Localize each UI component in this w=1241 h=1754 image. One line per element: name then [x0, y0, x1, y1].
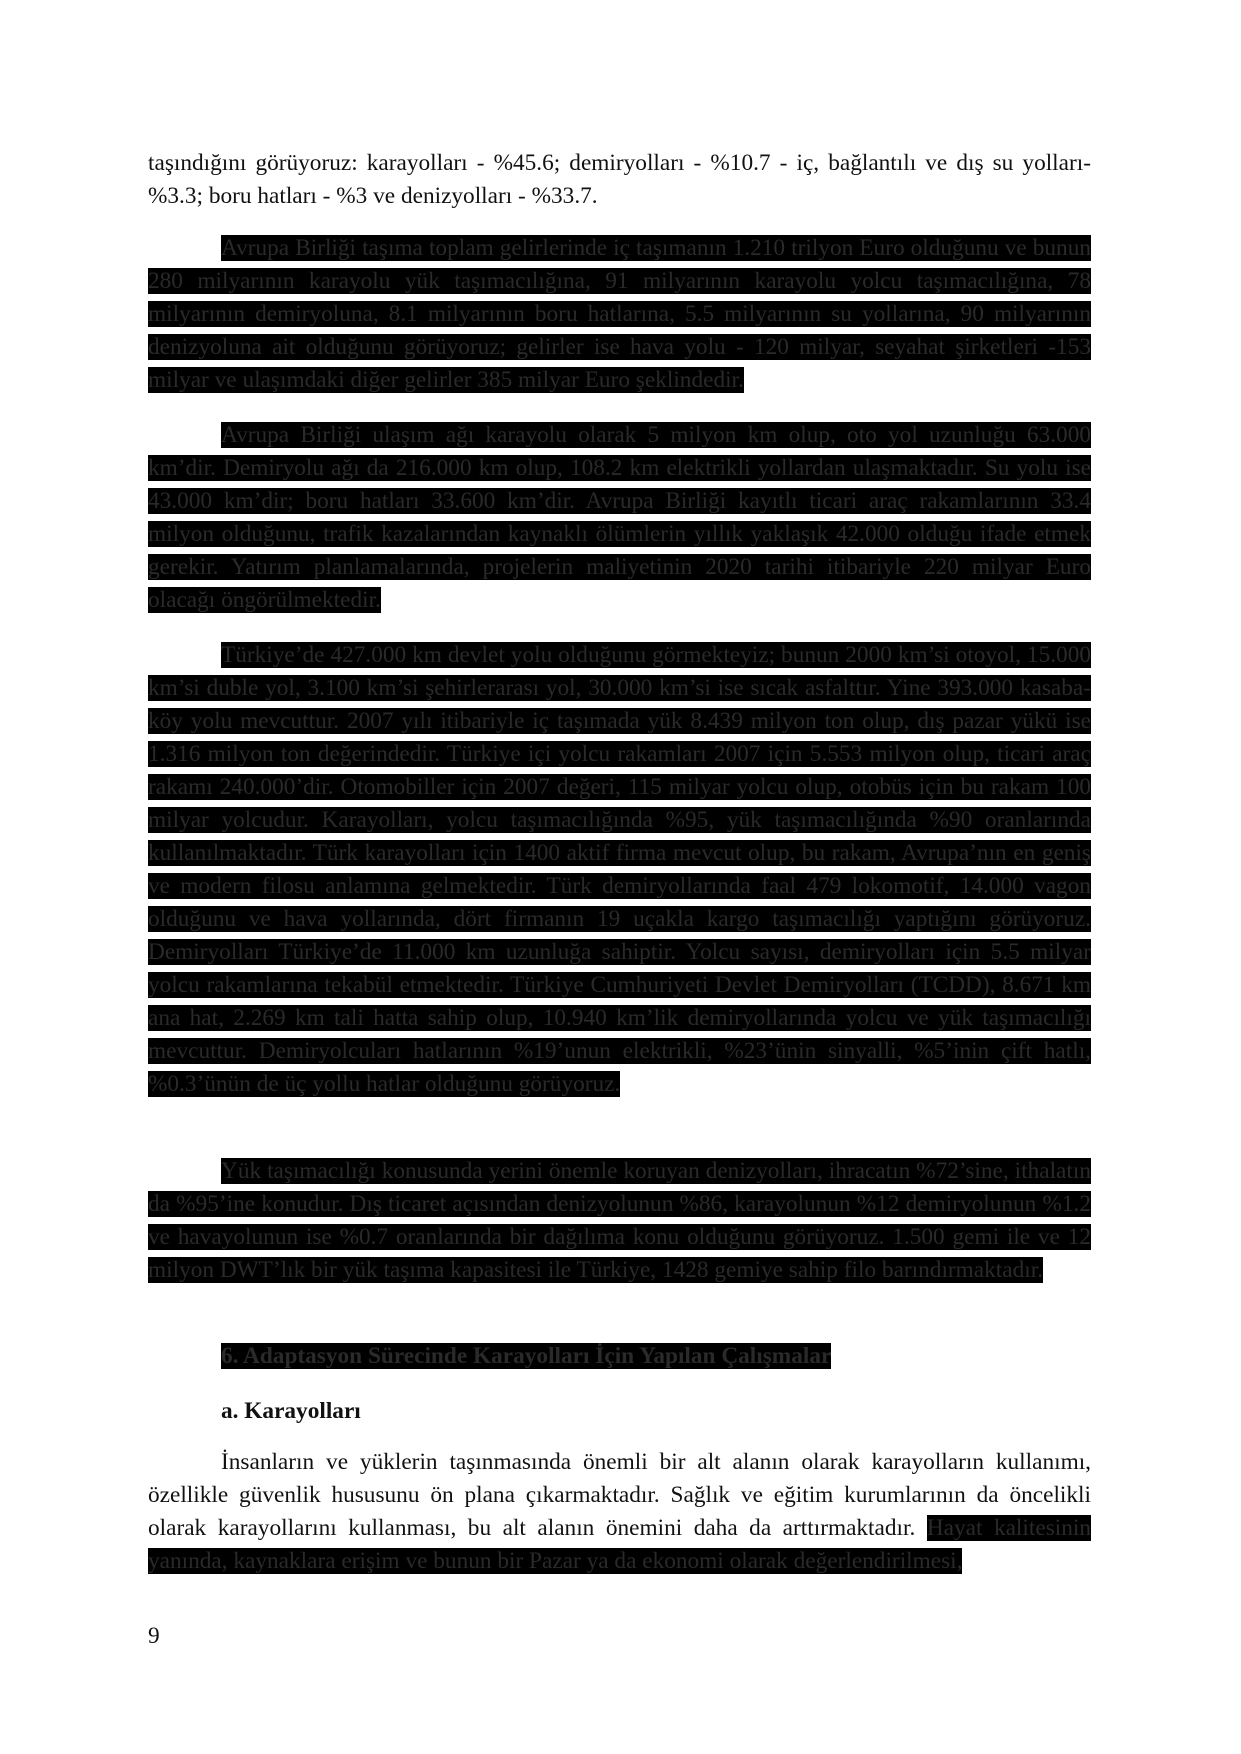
paragraph-text: taşındığını görüyoruz: karayolları - %45.6; demiryolları - %10.7 - iç, bağlantılı ve dış su yolları- %3.3; boru hatları - %3 ve denizyolları - %33.7. — [148, 150, 1091, 209]
redacted-text: Hayat kalitesinin yanında, kaynaklara erişim ve bunun bir Pazar ya da ekonomi olarak değerlendirilmesi, — [148, 1515, 1092, 1574]
paragraph-text — [148, 232, 1091, 397]
redacted-text: Yük taşımacılığı konusunda yerini önemle koruyan denizyolları, ihracatın %72’sine, ithalatın da %95’ine konudur. Dış ticaret açısından denizyolunun %86, karayolunun %12 demiryolunun %1.2 ve havayolunun ise %0.7 oranlarında bir dağılıma konu olduğunu görüyoruz. 1.500 gemi ile ve 12 milyon DWT’lık bir yük taşıma kapasitesi ile Türkiye, 1428 gemiye sahip filo barındırmaktadır. — [148, 1158, 1091, 1283]
paragraph-karayollari — [148, 1446, 1091, 1578]
paragraph-text — [148, 639, 1091, 1101]
redacted-text: Avrupa Birliği ulaşım ağı karayolu olarak 5 milyon km olup, oto yol uzunluğu 63.000 km’dir. Demiryolu ağı da 216.000 km olup, 108.2 km elektrikli yollardan ulaşmaktadır. Su yolu ise 43.000 km’dir; boru hatları 33.600 km’dir. Avrupa Birliği kayıtlı ticari araç rakamlarının 33.4 milyon olduğunu, trafik kazalarından kaynaklı ölümlerin yıllık yaklaşık 42.000 olduğu ifade etmek gerekir. Yatırım planlamalarında, projelerin maliyetinin 2020 tarihi itibariyle 220 milyar Euro olacağı öngörülmektedir. — [148, 422, 1091, 613]
paragraph-eu-revenues — [148, 232, 1091, 397]
plain-text: İnsanların ve yüklerin taşınmasında önemli bir alt alanın olarak karayolların kullanımı, özellikle güvenlik hususunu ön plana çıkarmaktadır. Sağlık ve eğitim kurumlarının da öncelikli olarak karayollarını kullanması, bu alt alanın önemini daha da arttırmaktadır. — [148, 1449, 1091, 1541]
paragraph-text — [148, 419, 1091, 617]
paragraph-maritime — [148, 1155, 1091, 1287]
redacted-text: Avrupa Birliği taşıma toplam gelirlerinde iç taşımanın 1.210 trilyon Euro olduğunu ve bunun 280 milyarının karayolu yük taşımacılığına, 91 milyarının karayolu yolcu taşımacılığına, 78 milyarının demiryoluna, 8.1 milyarının boru hatlarına, 5.5 milyarının su yollarına, 90 milyarının denizyoluna ait olduğunu görüyoruz; gelirler ise hava yolu - 120 milyar, seyahat şirketleri -153 milyar ve ulaşımdaki diğer gelirler 385 milyar Euro şeklindedir. — [148, 235, 1091, 393]
redacted-heading: 6. Adaptasyon Sürecinde Karayolları İçin Yapılan Çalışmalar — [221, 1343, 832, 1369]
subsection-heading: a. Karayolları — [221, 1398, 361, 1424]
paragraph-turkey-roads — [148, 639, 1091, 1101]
section-heading — [221, 1340, 831, 1373]
paragraph-text — [148, 1446, 1091, 1578]
paragraph-eu-network — [148, 419, 1091, 617]
redacted-text: Türkiye’de 427.000 km devlet yolu olduğunu görmekteyiz; bunun 2000 km’si otoyol, 15.000 km’si duble yol, 3.100 km’si şehirlerarası yol, 30.000 km’si ise sıcak asfalttır. Yine 393.000 kasaba-köy yolu mevcuttur. 2007 yılı itibariyle iç taşımada yük 8.439 milyon ton olup, dış pazar yükü ise 1.316 milyon ton değerindedir. Türkiye içi yolcu rakamları 2007 için 5.553 milyon olup, ticari araç rakamı 240.000’dir. Otomobiller için 2007 değeri, 115 milyar yolcu olup, otobüs için bu rakam 100 milyar yolcudur. Karayolları, yolcu taşımacılığında %95, yük taşımacılığında %90 oranlarında kullanılmaktadır. Türk karayolları için 1400 aktif firma mevcut olup, bu rakam, Avrupa’nın en geniş ve modern filosu anlamına gelmektedir. Türk demiryollarında faal 479 lokomotif, 14.000 vagon olduğunu ve hava yollarında, dört firmanın 19 uçakla kargo taşımacılığı yaptığını görüyoruz. Demiryolları Türkiye’de 11.000 km uzunluğa sahiptir. Yolcu sayısı, demiryolları için 5.5 milyar yolcu rakamlarına tekabül etmektedir. Türkiye Cumhuriyeti Devlet Demiryolları (TCDD), 8.671 km ana hat, 2.269 km tali hatta sahip olup, 10.940 km’lik demiryollarında yolcu ve yük taşımacılığı mevcuttur. Demiryolcuları hatlarının %19’unun elektrikli, %23’ünin sinyalli, %5’inin çift hatlı, %0.3’ünün de üç yollu hatlar olduğunu görüyoruz. — [148, 642, 1091, 1097]
paragraph-transport-shares — [148, 147, 1091, 213]
paragraph-text — [148, 1155, 1091, 1287]
page-number: 9 — [148, 1623, 160, 1649]
